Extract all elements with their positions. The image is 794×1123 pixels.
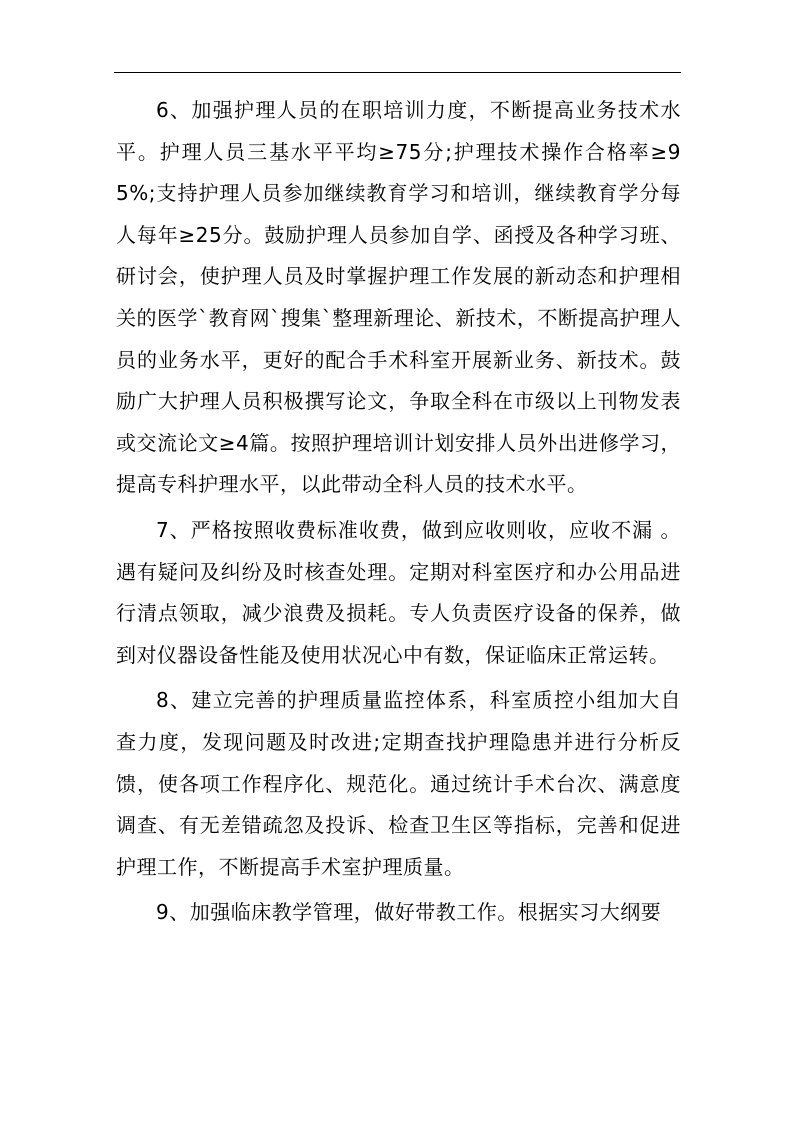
header-rule: [114, 72, 681, 73]
paragraph-item-8: 8、建立完善的护理质量监控体系，科室质控小组加大自查力度，发现问题及时改进;定期查找护理隐患并进行分析反馈，使各项工作程序化、规范化。通过统计手术台次、满意度调查、有无差错疏忽及投诉、检查卫生区等指标，完善和促进护理工作，不断提高手术室护理质量。: [116, 688, 681, 879]
paragraph-item-7: 7、严格按照收费标准收费，做到应收则收，应收不漏 。遇有疑问及纠纷及时核查处理。定期对科室医疗和办公用品进行清点领取，减少浪费及损耗。专人负责医疗设备的保养，做到对仪器设备性能及使用状况心中有数，保证临床正常运转。: [116, 517, 681, 667]
paragraph-item-9: 9、加强临床教学管理，做好带教工作。根据实习大纲要: [156, 900, 662, 925]
document-body: [116, 90, 681, 938]
paragraph-item-6: 6、加强护理人员的在职培训力度，不断提高业务技术水平。护理人员三基水平平均≥75分;护理技术操作合格率≥95%;支持护理人员参加继续教育学习和培训，继续教育学分每人每年≥25分。鼓励护理人员参加自学、函授及各种学习班、研讨会，使护理人员及时掌握护理工作发展的新动态和护理相关的医学`教育网`搜集`整理新理论、新技术，不断提高护理人员的业务水平，更好的配合手术科室开展新业务、新技术。鼓励广大护理人员积极撰写论文，争取全科在市级以上刊物发表或交流论文≥4篇。按照护理培训计划安排人员外出进修学习，提高专科护理水平，以此带动全科人员的技术水平。: [116, 98, 681, 497]
